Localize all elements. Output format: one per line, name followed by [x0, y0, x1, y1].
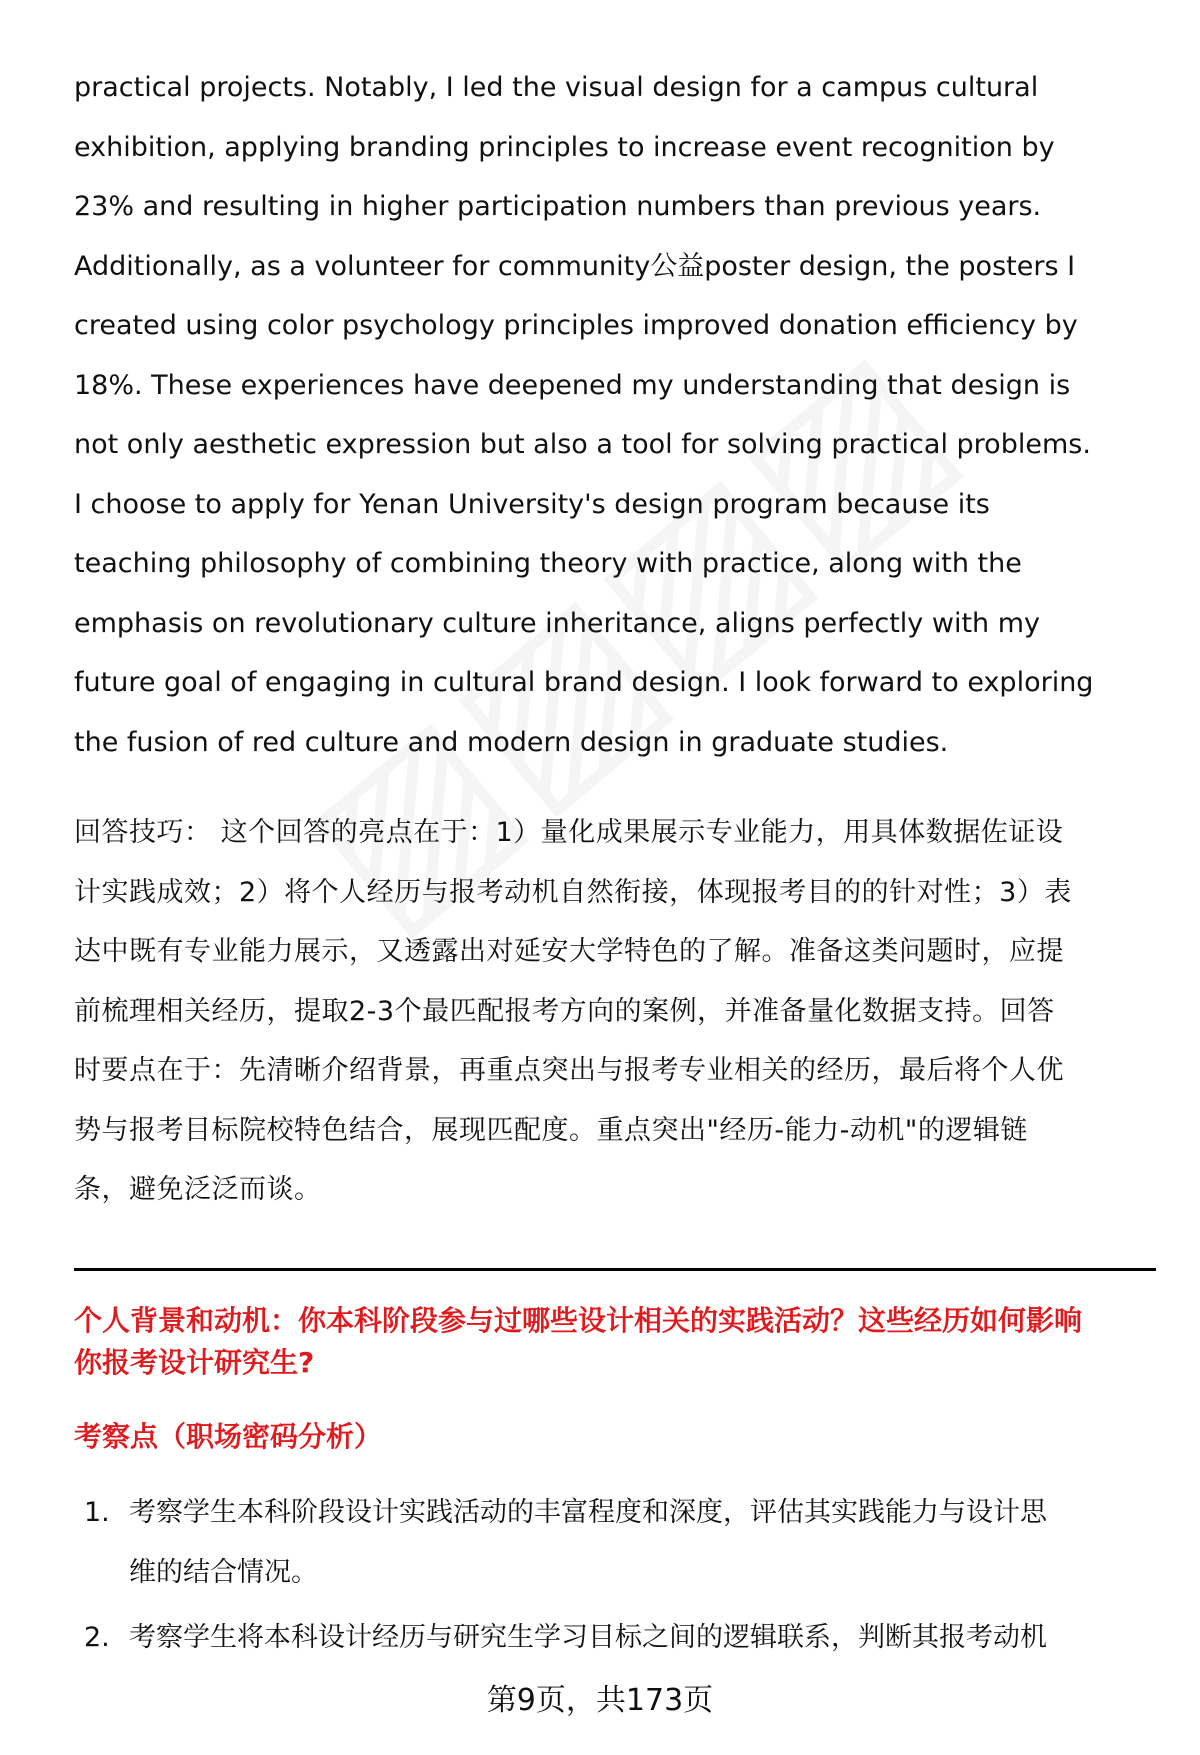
answer-line: future goal of engaging in cultural brand design. I look forward to exploring — [74, 667, 1094, 698]
tip-line: 达中既有专业能力展示，又透露出对延安大学特色的了解。准备这类问题时，应提 — [74, 936, 1064, 967]
list-number: 1. — [84, 1497, 110, 1528]
answer-line: not only aesthetic expression but also a tool for solving practical problems. — [74, 429, 1091, 460]
answer-tips-paragraph — [74, 803, 1072, 1220]
answer-line: the fusion of red culture and modern design in graduate studies. — [74, 726, 949, 758]
answer-line: exhibition, applying branding principles to increase event recognition by — [74, 131, 1055, 163]
answer-paragraph — [74, 58, 1093, 772]
tip-line: 计实践成效；2）将个人经历与报考动机自然衔接，体现报考目的的针对性；3）表 — [74, 876, 1072, 908]
answer-line: emphasis on revolutionary culture inheritance, aligns perfectly with my — [74, 607, 1041, 639]
list-item-line: 维的结合情况。 — [129, 1556, 318, 1588]
list-item-line: 考察学生本科阶段设计实践活动的丰富程度和深度，评估其实践能力与设计思 — [129, 1497, 1047, 1528]
answer-line: 18%. These experiences have deepened my understanding that design is — [74, 369, 1071, 401]
answer-line: 23% and resulting in higher participation numbers than previous years. — [74, 191, 1042, 222]
answer-line: Additionally, as a volunteer for community公益poster design, the posters I — [74, 250, 1076, 282]
answer-line: teaching philosophy of combining theory with practice, along with the — [74, 548, 1022, 579]
section-divider — [74, 1268, 1156, 1271]
list-number: 2. — [84, 1622, 110, 1653]
question-line: 你报考设计研究生? — [74, 1346, 315, 1379]
answer-line: practical projects. Notably, I led the visual design for a campus cultural — [74, 72, 1039, 103]
list-item — [84, 1483, 1047, 1602]
tip-line: 势与报考目标院校特色结合，展现匹配度。重点突出"经历-能力-动机"的逻辑链 — [74, 1114, 1028, 1146]
list-item — [84, 1608, 1047, 1668]
tip-line: 回答技巧： 这个回答的亮点在于：1）量化成果展示专业能力，用具体数据佐证设 — [74, 817, 1064, 848]
answer-line: created using color psychology principles improved donation efficiency by — [74, 310, 1078, 341]
question-heading — [74, 1300, 1082, 1384]
list-item-line: 考察学生将本科设计经历与研究生学习目标之间的逻辑联系，判断其报考动机 — [129, 1622, 1047, 1653]
question-line: 个人背景和动机：你本科阶段参与过哪些设计相关的实践活动？这些经历如何影响 — [74, 1304, 1083, 1337]
tip-line: 条，避免泛泛而谈。 — [74, 1174, 322, 1205]
tip-line: 时要点在于：先清晰介绍背景，再重点突出与报考专业相关的经历，最后将个人优 — [74, 1055, 1064, 1086]
assessment-points-list — [84, 1483, 1047, 1668]
assessment-subheading: 考察点（职场密码分析） — [74, 1420, 383, 1453]
answer-line: I choose to apply for Yenan University's design program because its — [74, 488, 990, 520]
page-number: 第9页，共173页 — [486, 1683, 714, 1718]
tip-line: 前梳理相关经历，提取2-3个最匹配报考方向的案例，并准备量化数据支持。回答 — [74, 995, 1055, 1027]
